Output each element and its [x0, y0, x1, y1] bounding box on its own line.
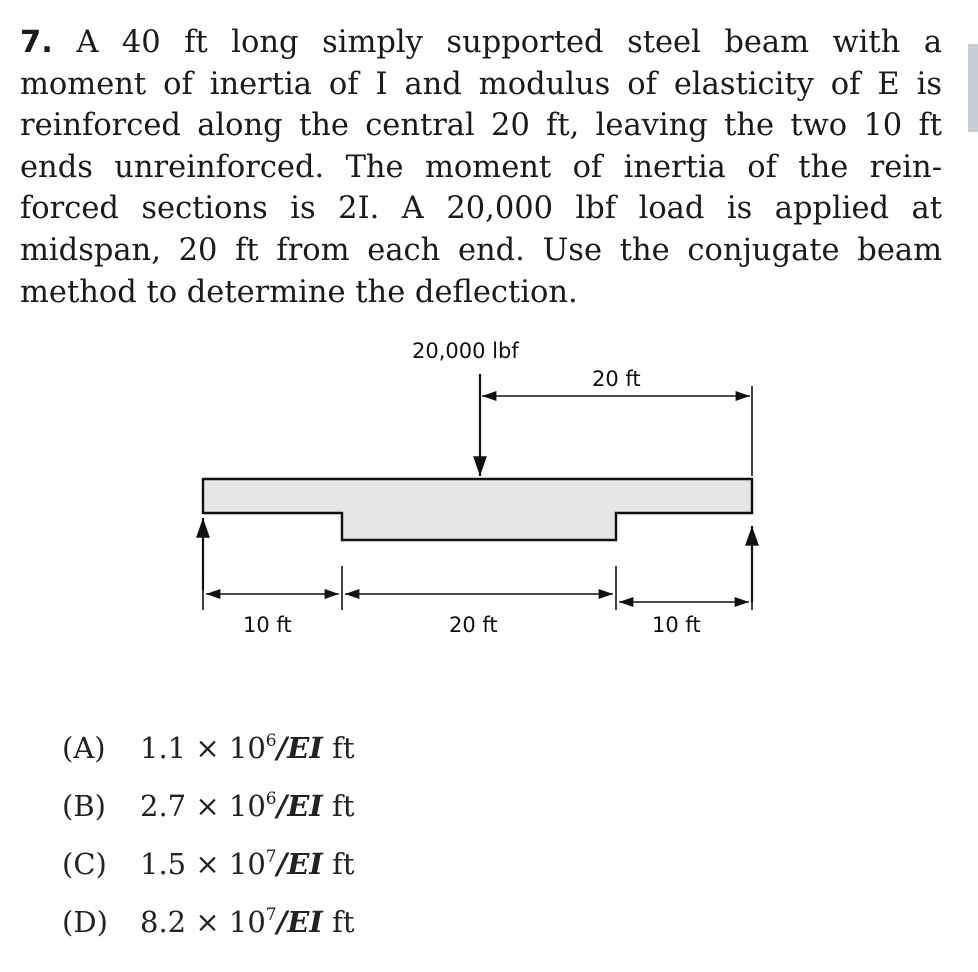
dimension-label-left: 10 ft [243, 613, 292, 637]
beam-shape [203, 479, 752, 540]
answer-option-d[interactable]: (D) $8.2 \times 10^7/EI$ ft [62, 905, 355, 939]
question-number: 7. [20, 25, 53, 60]
top-dimension-label: 20 ft [592, 367, 641, 391]
problem-line-1: 7. A 40 ft long simply supported steel beam with a [20, 25, 943, 60]
dimension-label-center: 20 ft [449, 613, 498, 637]
answer-option-b[interactable]: (B) $2.7 \times 10^6/EI$ ft [62, 789, 355, 823]
problem-line-4: ends unreinforced. The moment of inertia of the rein- [20, 149, 942, 185]
answer-option-a[interactable]: (A) $1.1 \times 10^6/EI$ ft [62, 731, 355, 765]
answer-option-c[interactable]: (C) $1.5 \times 10^7/EI$ ft [62, 847, 355, 881]
problem-statement [20, 22, 942, 313]
answer-options [62, 712, 354, 944]
dimension-label-right: 10 ft [652, 613, 701, 637]
problem-line-6: midspan, 20 ft from each end. Use the conjugate beam [20, 232, 942, 268]
problem-line-3: reinforced along the central 20 ft, leaving the two 10 ft [20, 108, 942, 144]
problem-line-5: forced sections is 2I. A 20,000 lbf load is applied at [20, 191, 942, 227]
beam-diagram [0, 330, 978, 650]
problem-line-2: moment of inertia of I and modulus of elasticity of E is [20, 66, 942, 102]
load-label: 20,000 lbf [412, 339, 519, 363]
problem-line-7: method to determine the deflection. [20, 274, 578, 310]
scrollbar-thumb[interactable] [968, 44, 978, 132]
